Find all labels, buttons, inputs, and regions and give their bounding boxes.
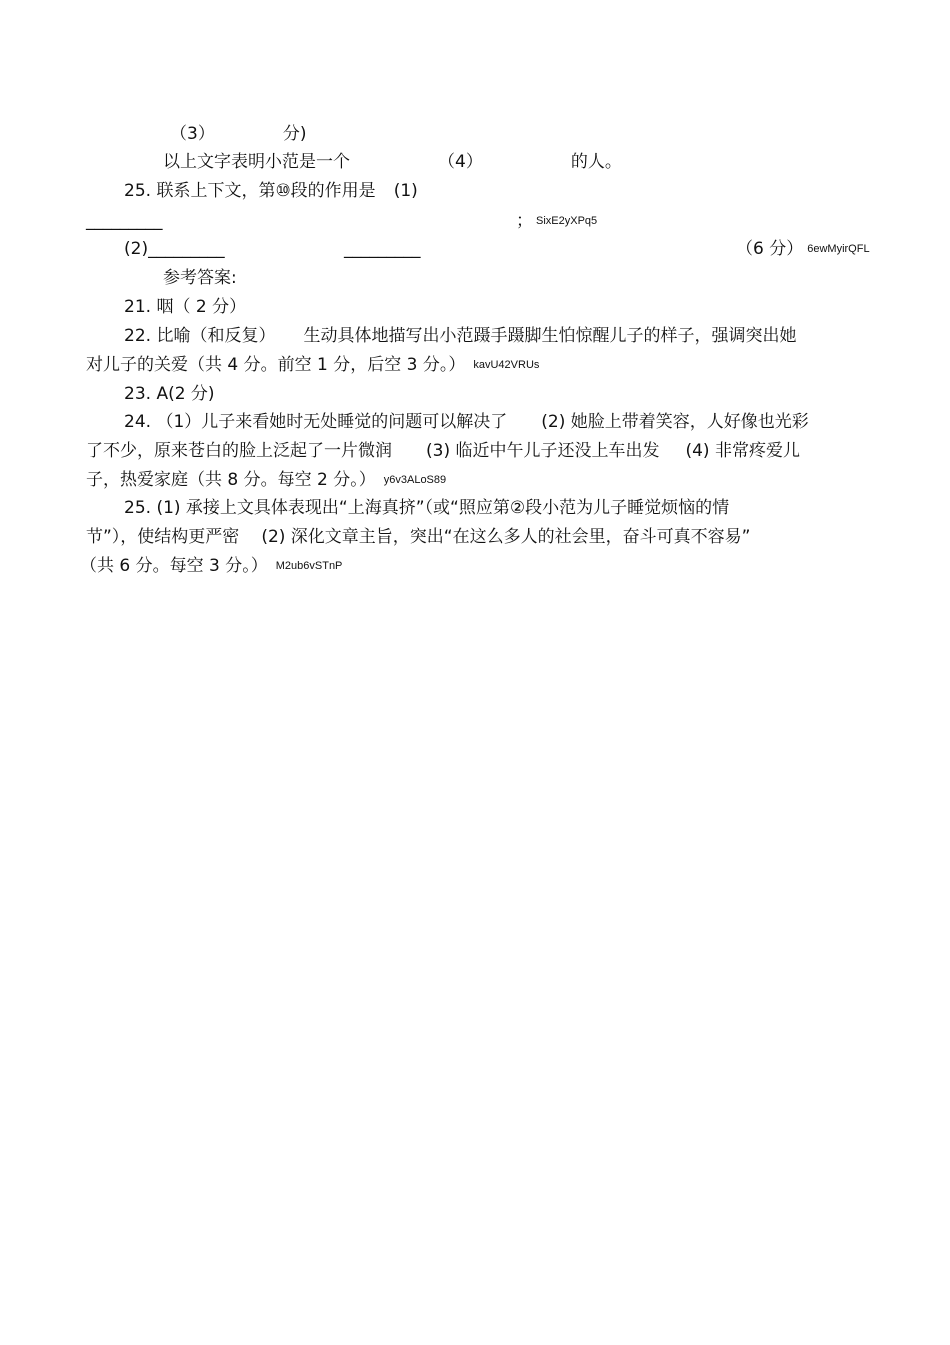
q25-prompt-line [124,180,418,202]
q24-part3-score: 分) [282,124,307,144]
q25-score-line [736,238,870,260]
answer-24-p2-cont: 了不少，原来苍白的脸上泛起了一片微润 [86,441,392,461]
answer-24-p2: (2) 她脸上带着笑容，人好像也光彩 [541,412,809,432]
answer-24-code: y6v3ALoS89 [383,474,447,486]
q25-prompt: 25. 联系上下文，第⑩段的作用是 [124,181,376,201]
answer-24-line1 [124,411,809,433]
answer-22-text: 生动具体地描写出小范蹑手蹑脚生怕惊醒儿子的样子，强调突出她 [303,326,797,346]
answer-21: 21. 咽（ 2 分） [124,297,247,317]
answer-24-p1: 24. （1）儿子来看她时无处睡觉的问题可以解决了 [124,412,508,432]
answer-22-cont: 对儿子的关爱（共 4 分。前空 1 分，后空 3 分。） [86,355,466,375]
answer-25-line1: 25. (1) 承接上文具体表现出“上海真挤”（或“照应第②段小范为儿子睡觉烦恼的情 [124,498,730,518]
q25-blank2: _________ [344,239,421,259]
q25-code1: SixE2yXPq5 [536,215,598,227]
answer-25-p2: (2) 深化文章主旨，突出“在这么多人的社会里，奋斗可真不容易” [261,527,751,547]
q24-summary-line [163,151,622,173]
answer-22-line2 [86,354,539,376]
answer-25-p1-cont: 节”），使结构更严密 [86,527,240,547]
q25-blank1: _________ [86,211,163,231]
q24-part3-label: （3） [170,124,215,144]
q25-score: （6 分） [736,239,804,259]
q24-summary-lead: 以上文字表明小范是一个 [163,152,350,172]
answers-heading: 参考答案: [163,268,237,288]
q24-part4-label: （4） [438,152,483,172]
q24-part3-line [170,123,306,145]
answer-25-line2 [86,526,750,548]
answer-24-line2 [86,440,800,462]
q25-part1-label: (1) [393,181,418,201]
answer-24-line3 [86,469,446,491]
answer-24-p4: (4) 非常疼爱儿 [685,441,800,461]
q25-part2: (2)_________ [124,239,225,259]
answer-25-p2-cont: （共 6 分。每空 3 分。） [80,556,268,576]
q24-summary-end: 的人。 [570,152,622,172]
answer-24-p4-cont: 子，热爱家庭（共 8 分。每空 2 分。） [86,470,376,490]
q25-code2: 6ewMyirQFL [807,243,870,255]
answer-22-line1 [124,325,796,347]
answer-23: 23. A(2 分) [124,384,215,404]
answer-25-code: M2ub6vSTnP [275,560,343,572]
q25-semicolon: ； [516,211,533,231]
answer-24-p3: (3) 临近中午儿子还没上车出发 [426,441,660,461]
answer-22-num: 22. 比喻（和反复） [124,326,276,346]
answer-22-code: kavU42VRUs [473,359,540,371]
answer-25-line3 [80,555,342,577]
